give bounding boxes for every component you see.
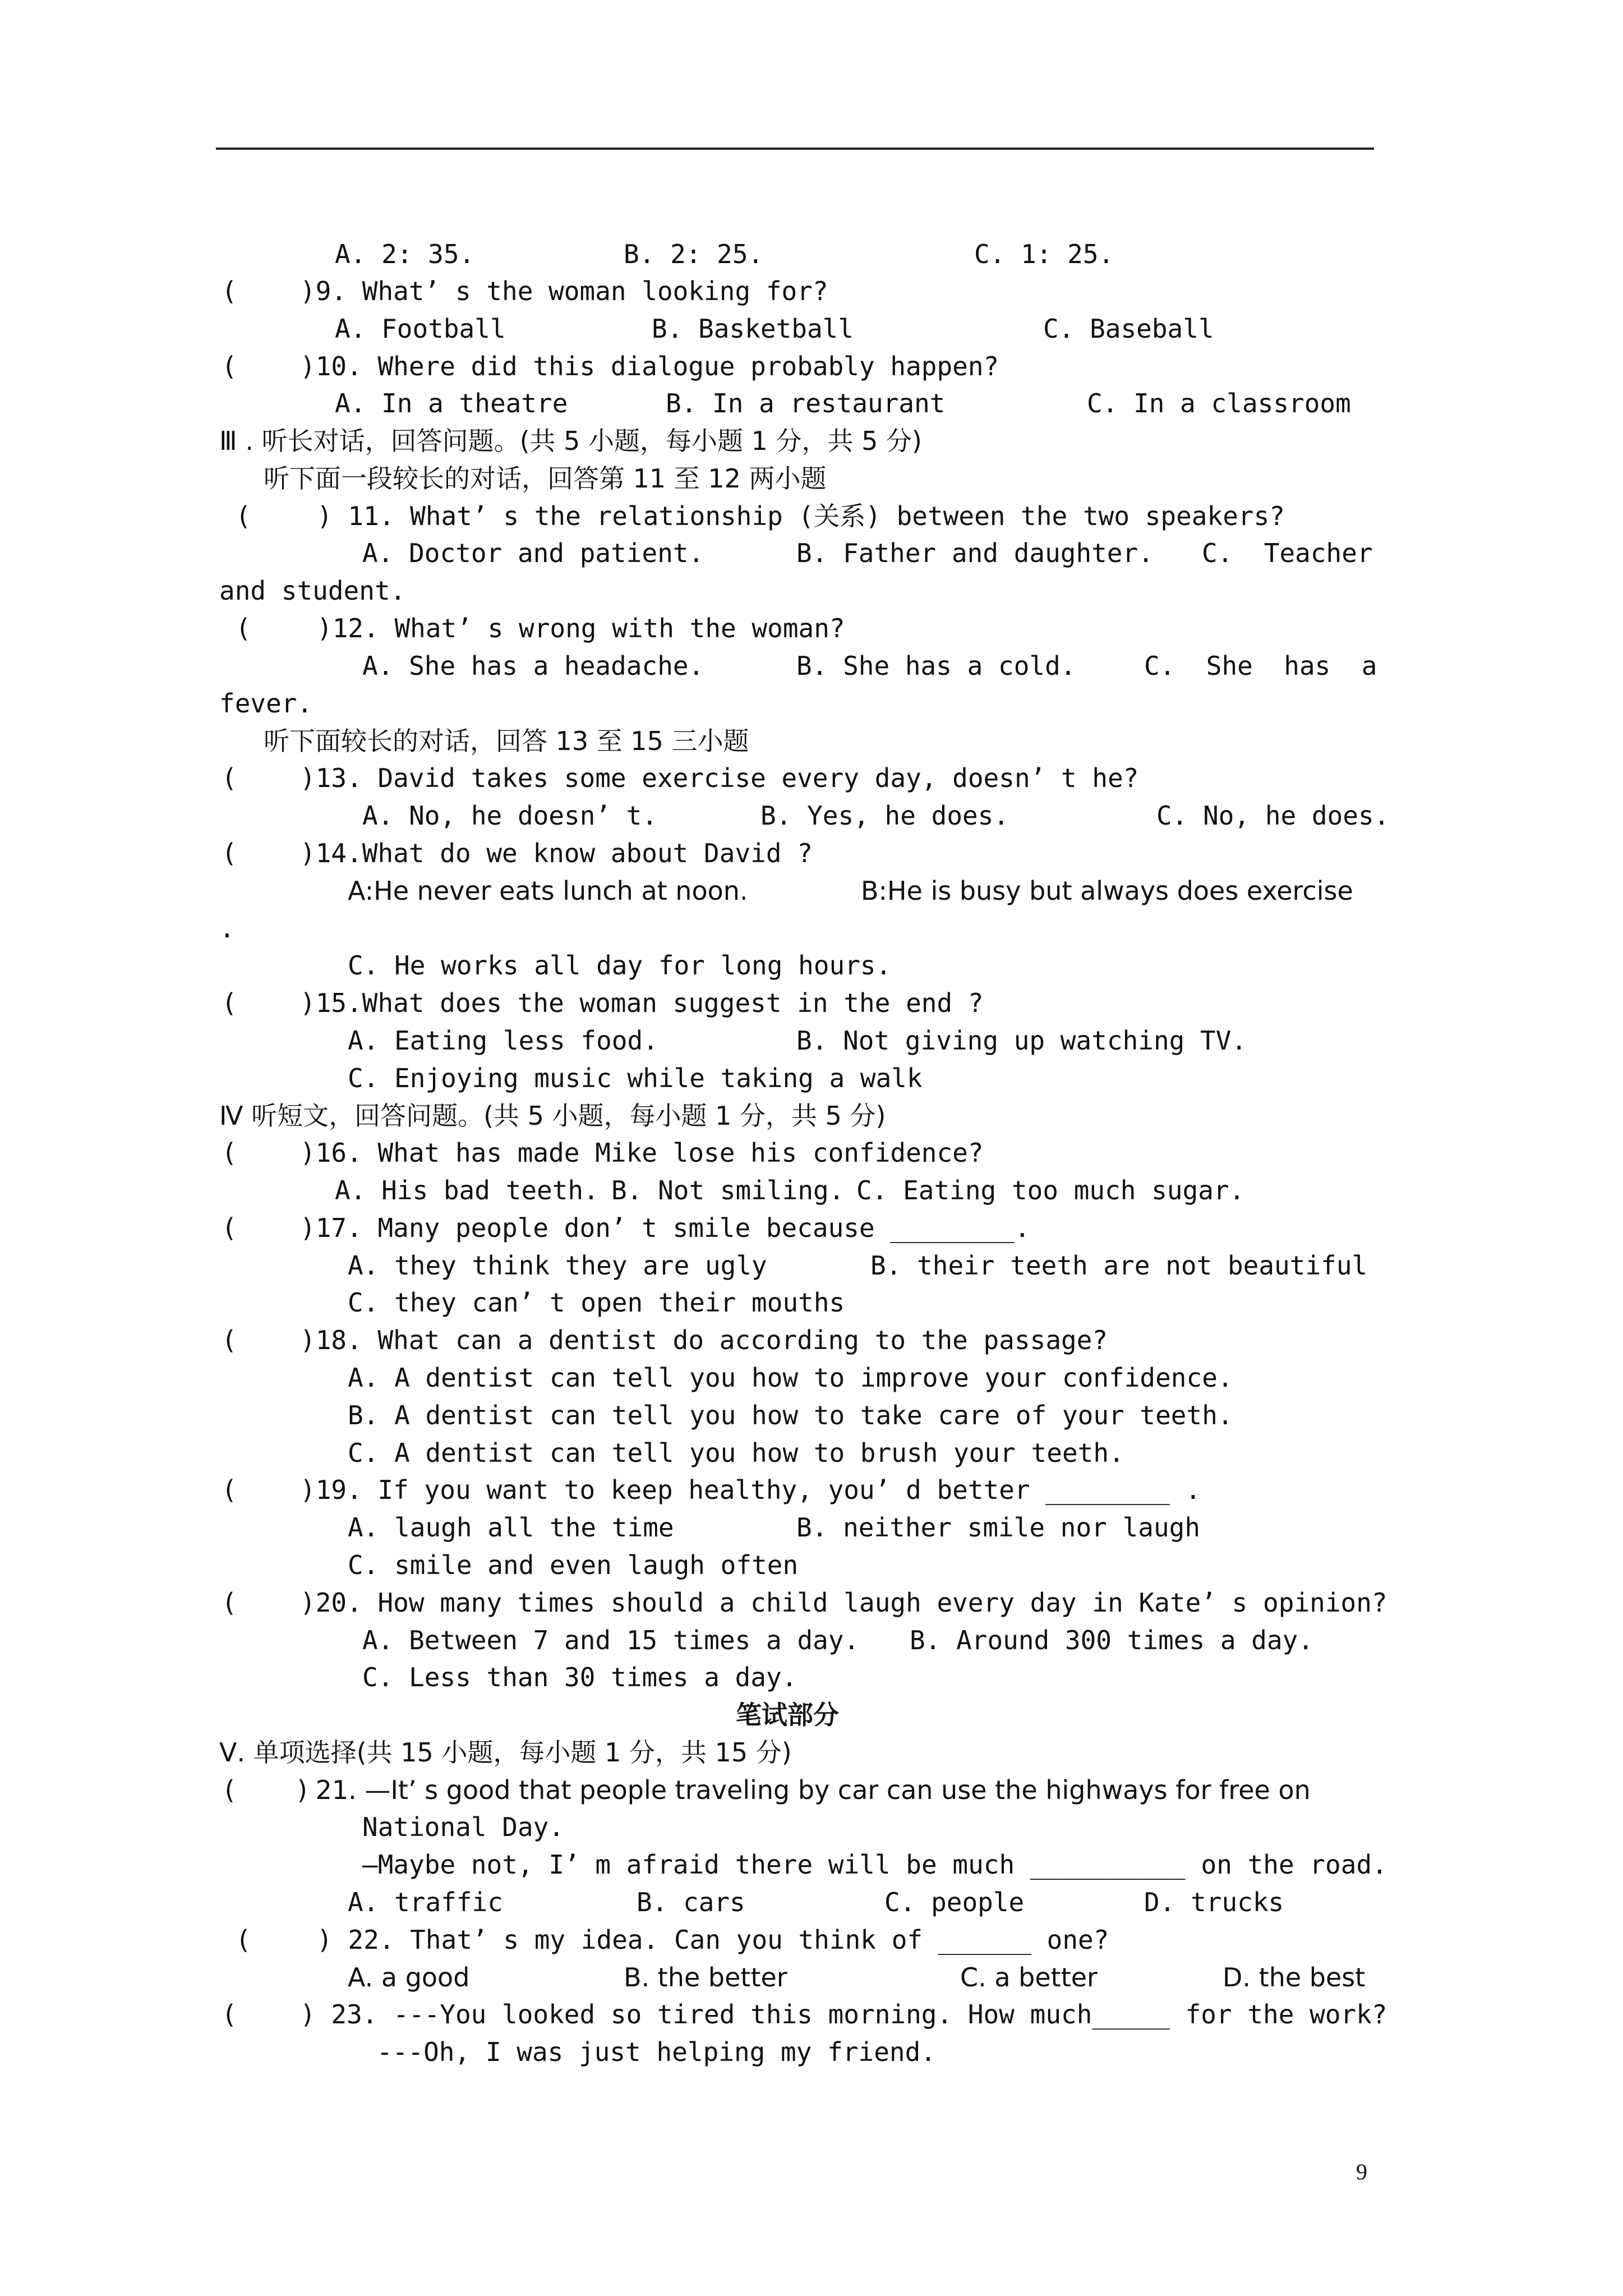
option-19b: B. neither smile nor laugh	[796, 1512, 1201, 1543]
option-11a: A. Doctor and patient.	[362, 538, 704, 568]
section-3-instruction-b: 听下面较长的对话，回答 13 至 15 三小题	[264, 726, 749, 756]
option-20c: C. Less than 30 times a day.	[362, 1662, 797, 1692]
option-10a: A. In a theatre	[335, 388, 568, 418]
option-14b: B:He is busy but always does exercise	[861, 876, 1353, 906]
question-9: )9. What’ s the woman looking for?	[300, 276, 828, 306]
question-23: ) 23. ---You looked so tired this morning. How much_____ for the work?	[300, 1999, 1387, 2030]
option-9a: A. Football	[335, 314, 506, 344]
option-11c-continued: and student.	[219, 576, 406, 606]
question-21-reply: —Maybe not, I’ m afraid there will be much __________ on the road.	[362, 1849, 1387, 1880]
question-14: )14.What do we know about David ?	[300, 838, 813, 868]
option-9b: B. Basketball	[652, 314, 854, 344]
question-11: ) 11. What’ s the relationship (关系) between the two speakers?	[317, 501, 1285, 531]
option-14b-period: .	[219, 913, 235, 944]
answer-paren-17: (	[222, 1213, 237, 1243]
page-number: 9	[1356, 2159, 1367, 2184]
question-15: )15.What does the woman suggest in the end ?	[300, 988, 984, 1018]
question-22: ) 22. That’ s my idea. Can you think of ______ one?	[317, 1925, 1109, 1955]
option-13b: B. Yes, he does.	[760, 800, 1009, 831]
option-18a: A. A dentist can tell you how to improve your confidence.	[348, 1363, 1233, 1393]
header-rule	[216, 148, 1374, 150]
answer-paren-19: (	[222, 1475, 237, 1505]
option-14c: C. He works all day for long hours.	[348, 950, 892, 981]
answer-paren-22: (	[236, 1925, 251, 1955]
question-12: )12. What’ s wrong with the woman?	[317, 613, 845, 643]
question-23-reply: ---Oh, I was just helping my friend.	[377, 2037, 936, 2067]
question-21-continued: National Day.	[362, 1812, 565, 1842]
option-16c: C. Eating too much sugar.	[856, 1175, 1245, 1205]
option-17b: B. their teeth are not beautiful	[870, 1250, 1368, 1281]
option-15c: C. Enjoying music while taking a walk	[348, 1063, 923, 1093]
question-16: )16. What has made Mike lose his confidence?	[300, 1138, 984, 1168]
option-20a: A. Between 7 and 15 times a day.	[362, 1625, 860, 1655]
option-11c: C. Teacher	[1202, 538, 1373, 568]
section-3-instruction-a: 听下面一段较长的对话，回答第 11 至 12 两小题	[264, 463, 827, 494]
option-8a: A. 2: 35.	[335, 239, 475, 269]
option-10b: B. In a restaurant	[666, 388, 946, 418]
option-19c: C. smile and even laugh often	[348, 1550, 799, 1580]
answer-paren-16: (	[222, 1138, 237, 1168]
answer-paren-11: (	[236, 501, 251, 531]
question-19: )19. If you want to keep healthy, you’ d better ________ .	[300, 1475, 1201, 1505]
option-21a: A. traffic	[348, 1887, 503, 1917]
option-10c: C. In a classroom	[1087, 388, 1351, 418]
option-21c: C. people	[884, 1887, 1025, 1917]
option-17a: A. they think they are ugly	[348, 1250, 767, 1281]
answer-paren-13: (	[222, 763, 237, 793]
option-13c: C. No, he does.	[1156, 800, 1390, 831]
answer-paren-9: (	[222, 276, 237, 306]
answer-paren-20: (	[222, 1588, 237, 1618]
question-21: ) 21. —It’ s good that people traveling by car can use the highways for free on	[297, 1775, 1311, 1805]
option-15a: A. Eating less food.	[348, 1025, 658, 1056]
option-20b: B. Around 300 times a day.	[910, 1625, 1314, 1655]
written-section-heading: 笔试部分	[736, 1700, 839, 1730]
answer-paren-10: (	[222, 351, 237, 381]
option-19a: A. laugh all the time	[348, 1512, 674, 1543]
option-9c: C. Baseball	[1043, 314, 1214, 344]
option-12a: A. She has a headache.	[362, 651, 704, 681]
option-22d: D. the best	[1223, 1962, 1366, 1993]
answer-paren-15: (	[222, 988, 237, 1018]
answer-paren-23: (	[222, 1999, 237, 2030]
question-17: )17. Many people don’ t smile because ________.	[300, 1213, 1030, 1243]
answer-paren-21: (	[222, 1775, 237, 1805]
answer-paren-18: (	[222, 1325, 237, 1355]
option-11b: B. Father and daughter.	[796, 538, 1154, 568]
question-13: )13. David takes some exercise every day, doesn’ t he?	[300, 763, 1139, 793]
option-17c: C. they can’ t open their mouths	[348, 1287, 845, 1318]
option-16a: A. His bad teeth.	[335, 1175, 599, 1205]
option-8c: C. 1: 25.	[974, 239, 1114, 269]
question-20: )20. How many times should a child laugh every day in Kate’ s opinion?	[300, 1588, 1387, 1618]
option-21d: D. trucks	[1144, 1887, 1284, 1917]
option-16b: B. Not smiling.	[611, 1175, 845, 1205]
answer-paren-14: (	[222, 838, 237, 868]
option-15b: B. Not giving up watching TV.	[796, 1025, 1247, 1056]
option-18c: C. A dentist can tell you how to brush your teeth.	[348, 1438, 1124, 1468]
answer-paren-12: (	[236, 613, 251, 643]
option-8b: B. 2: 25.	[624, 239, 764, 269]
option-21b: B. cars	[637, 1887, 745, 1917]
section-5-title: Ⅴ. 单项选择(共 15 小题，每小题 1 分，共 15 分)	[219, 1737, 792, 1768]
section-3-title: Ⅲ . 听长对话，回答问题。(共 5 小题，每小题 1 分，共 5 分)	[219, 426, 923, 456]
option-14a: A:He never eats lunch at noon.	[348, 876, 748, 906]
option-12c-continued: fever.	[219, 688, 313, 719]
question-10: )10. Where did this dialogue probably happen?	[300, 351, 999, 381]
option-12c: C. She has a	[1144, 651, 1377, 681]
question-18: )18. What can a dentist do according to the passage?	[300, 1325, 1108, 1355]
option-22a: A. a good	[348, 1962, 470, 1993]
option-12b: B. She has a cold.	[796, 651, 1076, 681]
section-4-title: Ⅳ 听短文，回答问题。(共 5 小题，每小题 1 分，共 5 分)	[219, 1101, 886, 1131]
option-13a: A. No, he doesn’ t.	[362, 800, 658, 831]
option-22b: B. the better	[624, 1962, 787, 1993]
option-18b: B. A dentist can tell you how to take care of your teeth.	[348, 1400, 1233, 1430]
option-22c: C. a better	[960, 1962, 1098, 1993]
